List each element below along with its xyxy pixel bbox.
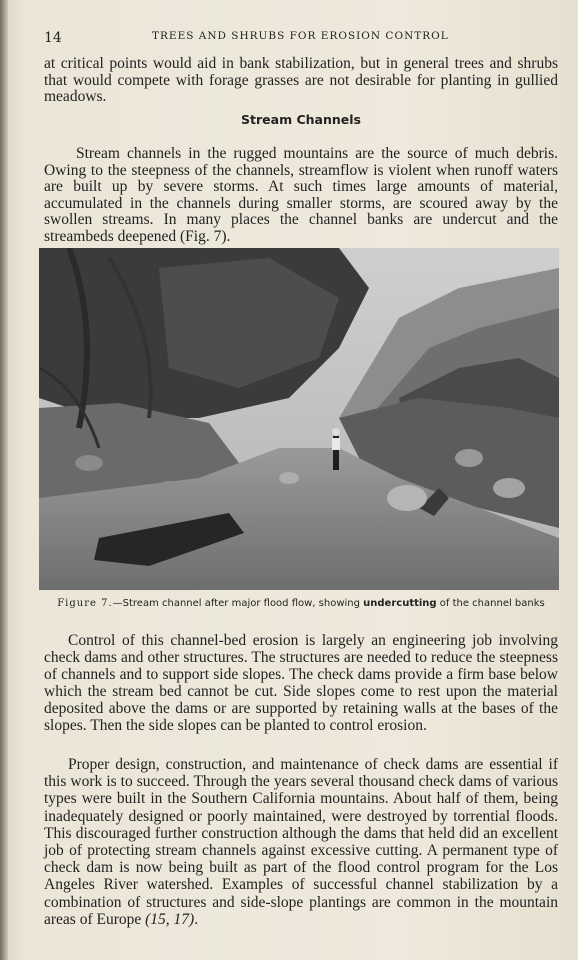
stream-channels-paragraph: Stream channels in the rugged mountains are the source of much debris. Owing to the steepness of the channels, streamflow is violent when runoff waters are built up by severe storms. At such times large amounts of material, accumulated in the channels during smaller storms, are scoured away by the swollen streams. In many places the channel banks are undercut and the streambeds deepened (Fig. 7). bbox=[44, 145, 558, 245]
figure-label: Figure 7. bbox=[57, 598, 113, 609]
citation-end: . bbox=[194, 910, 199, 928]
figure-caption-tail: of the channel banks bbox=[436, 598, 545, 609]
page-number: 14 bbox=[44, 30, 62, 46]
citation: (15, 17) bbox=[145, 910, 195, 928]
design-paragraph bbox=[44, 756, 558, 928]
figure-caption-text: —Stream channel after major flood flow, showing bbox=[112, 598, 364, 609]
book-gutter bbox=[0, 0, 8, 960]
figure-7-photo bbox=[39, 248, 559, 590]
intro-paragraph: at critical points would aid in bank stabilization, but in general trees and shrubs that would compete with forage grasses are not desirable for planting in gullied meadows. bbox=[44, 55, 558, 106]
page-header bbox=[44, 22, 558, 46]
figure-caption-emphasis: undercutting bbox=[363, 598, 437, 609]
section-heading: Stream Channels bbox=[241, 112, 361, 127]
running-title: TREES AND SHRUBS FOR EROSION CONTROL bbox=[152, 30, 449, 42]
control-paragraph: Control of this channel-bed erosion is largely an engineering job involving check dams and other structures. The structures are needed to reduce the steepness of channels and to support side slopes. The check dams provide a firm base below which the stream bed cannot be cut. Side slopes come to rest upon the material deposited above the dams or are supported by retaining walls at the bases of the slopes. Then the side slopes can be planted to control erosion. bbox=[44, 632, 558, 735]
design-paragraph-text: Proper design, construction, and maintenance of check dams are essential if this work is to succeed. Through the years several thousand check dams of various types were built in the Southern California mountains. About half of them, being inadequately designed or poorly maintained, were destroyed by torrential floods. This discouraged further construction although the dams that held did an excellent job of protecting stream channels against excessive cutting. A permanent type of check dam is now being built as part of the flood control program for the Los Angeles River watershed. Examples of successful channel stabilization by a combination of structures and side-slope plantings are common in the mountain areas of Europe bbox=[44, 756, 558, 928]
figure-caption bbox=[44, 598, 558, 610]
